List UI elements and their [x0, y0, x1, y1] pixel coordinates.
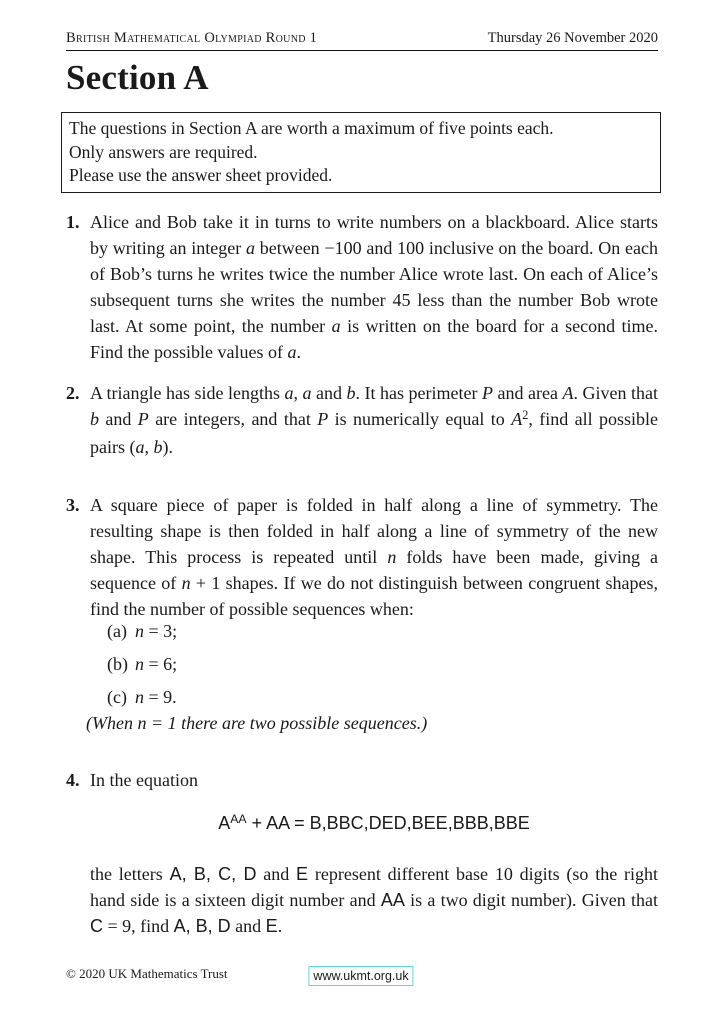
question-4-equation: $A^{AA}$ + AA = B,BBC,DED,BEE,BBB,BBE: [218, 811, 530, 833]
instruction-line: Only answers are required.: [69, 141, 258, 162]
section-title: Section A: [66, 58, 209, 97]
question-3-note: (When n = 1 there are two possible sequences.): [86, 713, 428, 733]
instruction-line: The questions in Section A are worth a maximum of five points each.: [69, 118, 554, 138]
instructions-box: [61, 112, 661, 193]
question-3-number: 3.: [66, 495, 80, 515]
subpart-a-label: (a): [107, 621, 127, 641]
footer-copyright: © 2020 UK Mathematics Trust: [66, 966, 228, 981]
question-4-intro: In the equation: [90, 770, 198, 790]
ukmt-link[interactable]: www.ukmt.org.uk: [308, 966, 413, 986]
question-3: [66, 492, 658, 736]
question-2: [66, 380, 658, 460]
page-header: [66, 30, 658, 47]
question-3-subparts: [107, 618, 658, 710]
question-1: [66, 209, 658, 365]
subpart-c: [107, 684, 658, 710]
subpart-c-text: n = 9.: [135, 687, 177, 707]
question-1-number: 1.: [66, 212, 80, 232]
subpart-b-text: n = 6;: [135, 654, 178, 674]
question-4-number: 4.: [66, 770, 80, 790]
subpart-a-text: n = 3;: [135, 621, 178, 641]
subpart-c-label: (c): [107, 687, 127, 707]
exam-date: Thursday 26 November 2020: [487, 30, 658, 46]
subpart-b-label: (b): [107, 654, 128, 674]
header-rule: [66, 50, 658, 51]
question-3-body: A square piece of paper is folded in half along a line of symmetry. The resulting shape is then folded in half along a line of symmetry of the new shape. This process is repeated until n folds have been made, giving a sequence of n + 1 shapes. If we do not distinguish between congruent shapes, find the number of possible sequences when:: [90, 495, 658, 619]
instruction-line: Please use the answer sheet provided.: [69, 165, 333, 185]
question-4: [66, 767, 658, 939]
competition-title: British Mathematical Olympiad Round 1: [66, 30, 318, 46]
question-2-number: 2.: [66, 383, 80, 403]
subpart-b: [107, 651, 658, 677]
question-1-body: Alice and Bob take it in turns to write numbers on a blackboard. Alice starts by writing an integer a between −100 and 100 inclusive on the board. On each of Bob’s turns he writes twice the number Alice wrote last. On each of Alice’s subsequent turns she writes the number 45 less than the number Bob wrote last. At some point, the number a is written on the board for a second time. Find the possible values of a.: [90, 212, 658, 362]
question-2-body: A triangle has side lengths a, a and b. It has perimeter P and area A. Given that b and P are integers, and that P is numerically equal to $A^2$, find all possible pairs (a, b).: [90, 383, 659, 457]
question-4-body: the letters A, B, C, D and E represent different base 10 digits (so the right hand side is a sixteen digit number and AA is a two digit number). Given that C = 9, find A, B, D and E.: [90, 864, 658, 936]
